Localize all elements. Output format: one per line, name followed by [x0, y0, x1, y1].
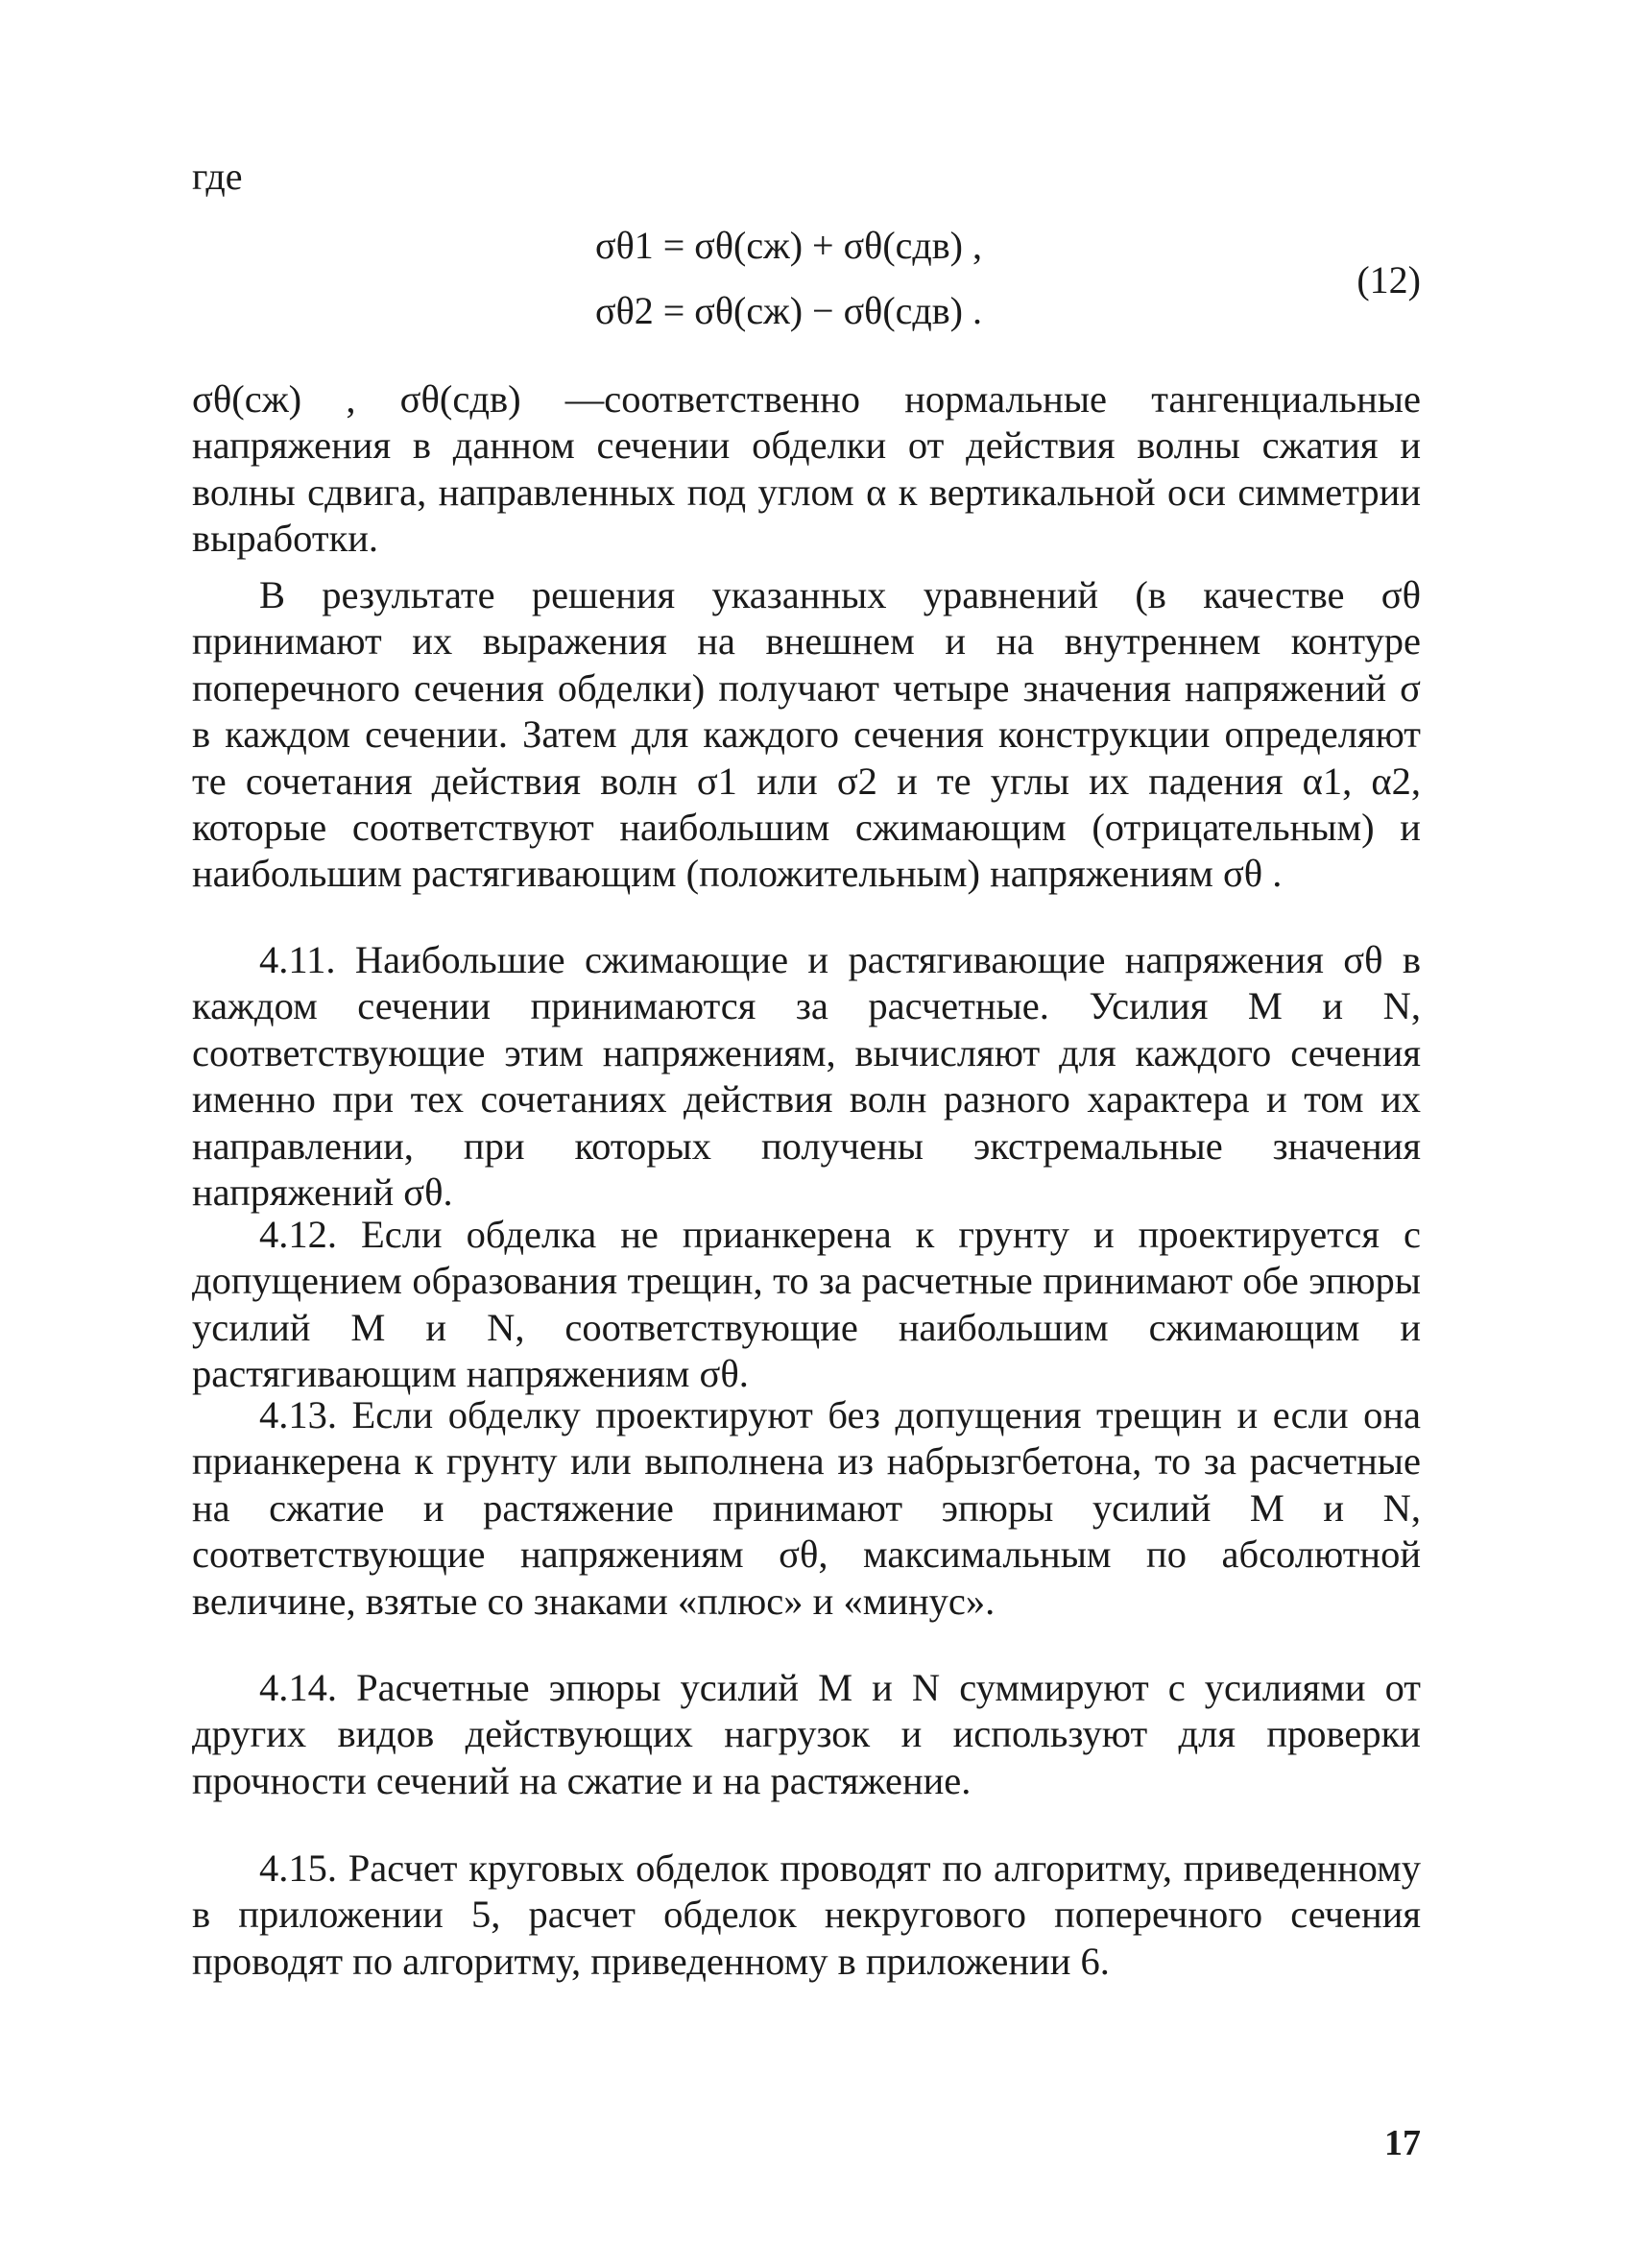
paragraph-result: В результате решения указанных уравнений (в качестве σθ принимают их выражения на внешнем и на внутреннем контуре поперечного сечения обделки) получают четыре значения напряжений σ в каждом сечении. Затем для каждого сечения конструкции определяют те сочетания действия волн σ1 или σ2 и те углы их падения α1, α2, которые соответствуют наибольшим сжимающим (отрицательным) и наибольшим растягивающим (положительным) напряжениям σθ . [192, 573, 1421, 896]
page-number: 17 [1384, 2123, 1421, 2163]
formula-line-1: σθ1 = σθ(сж) + σθ(сдв) , [595, 224, 982, 267]
paragraph-4-13: 4.13. Если обделку проектируют без допущения трещин и если она прианкерена к грунту или выполнена из набрызгбетона, то за расчетные на сжатие и растяжение принимают эпюры усилий M и N, соответствующие напряжениям σθ, максимальным по абсолютной величине, взятые со знаками «плюс» и «минус». [192, 1393, 1421, 1623]
formula-number: (12) [1356, 258, 1421, 302]
formula-line-2: σθ2 = σθ(сж) − σθ(сдв) . [595, 289, 982, 332]
paragraph-4-11: 4.11. Наибольшие сжимающие и растягивающие напряжения σθ в каждом сечении принимаются за расчетные. Усилия M и N, соответствующие этим напряжениям, вычисляют для каждого сечения именно при тех сочетаниях действия волн разного характера и том их направлении, при которых получены экстремальные значения напряжений σθ. [192, 938, 1421, 1215]
formula-12 [595, 223, 1421, 348]
where-label: где [192, 155, 243, 198]
paragraph-4-15: 4.15. Расчет круговых обделок проводят по алгоритму, приведенному в приложении 5, расчет обделок некругового поперечного сечения проводят по алгоритму, приведенному в приложении 6. [192, 1846, 1421, 1983]
paragraph-4-14: 4.14. Расчетные эпюры усилий M и N суммируют с усилиями от других видов действующих нагрузок и используют для проверки прочности сечений на сжатие и на растяжение. [192, 1666, 1421, 1802]
paragraph-4-12: 4.12. Если обделка не прианкерена к грунту и проектируется с допущением образования трещин, то за расчетные принимают обе эпюры усилий M и N, соответствующие наибольшим сжимающим и растягивающим напряжениям σθ. [192, 1213, 1421, 1396]
definitions-paragraph: σθ(сж) , σθ(сдв) —соответственно нормальные тангенциальные напряжения в данном сечении обделки от действия волны сжатия и волны сдвига, направленных под углом α к вертикальной оси симметрии выработки. [192, 377, 1421, 561]
